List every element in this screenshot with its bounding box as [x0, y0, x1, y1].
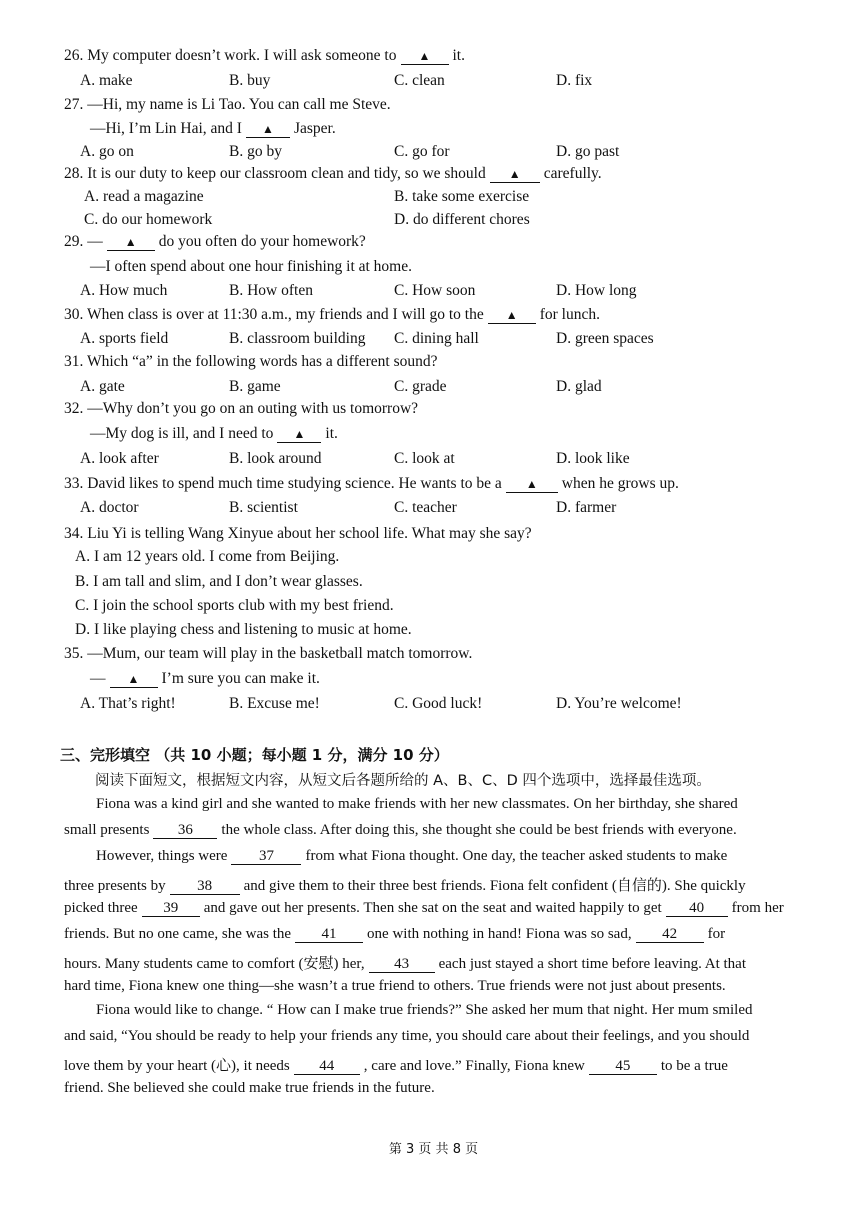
option-C[interactable]: C. clean — [394, 72, 445, 89]
question-29 — [64, 233, 366, 251]
passage-text: for — [707, 926, 726, 942]
question-stem-end: for lunch. — [539, 306, 600, 323]
question-34 — [64, 525, 532, 543]
cloze-blank-37: 37 — [231, 848, 301, 865]
option-A[interactable]: A. sports field — [80, 330, 169, 347]
question-number: 33. — [64, 475, 84, 492]
blank-marker-icon: ▲ — [505, 308, 518, 322]
passage-line — [64, 874, 746, 895]
question-stem: When class is over at 11:30 a.m., my friends and I will go to the — [86, 306, 484, 323]
option-C[interactable]: C. look at — [394, 450, 455, 467]
option-C[interactable]: C. dining hall — [394, 330, 479, 347]
option-C[interactable]: C. I join the school sports club with my best friend. — [75, 597, 394, 614]
option-A[interactable]: A. read a magazine — [84, 188, 204, 205]
question-stem: Which “a” in the following words has a different sound? — [86, 353, 438, 370]
passage-text: three presents by — [64, 878, 166, 894]
option-C[interactable]: C. grade — [394, 378, 447, 395]
option-D[interactable]: D. farmer — [556, 499, 617, 516]
option-A[interactable]: A. doctor — [80, 499, 139, 516]
answer-blank — [490, 166, 540, 183]
passage-text: Fiona would like to change. “ How can I make true friends?” She asked her mum that night. Her mum smiled — [96, 1002, 753, 1018]
passage-line — [96, 796, 738, 813]
option-C[interactable]: C. go for — [394, 143, 450, 160]
cloze-blank-42: 42 — [636, 926, 704, 943]
question-stem: —Mum, our team will play in the basketball match tomorrow. — [87, 645, 473, 662]
passage-line — [64, 1080, 435, 1097]
blank-marker-icon: ▲ — [508, 167, 521, 181]
passage-line — [96, 1002, 753, 1019]
passage-line — [64, 1054, 728, 1075]
question-30 — [64, 306, 600, 324]
passage-text: However, things were — [96, 848, 228, 864]
section-scoring: （共 10 小题；每小题 1 分，满分 10 分） — [155, 746, 449, 764]
option-B[interactable]: B. take some exercise — [394, 188, 530, 205]
dialogue-text-end: I’m sure you can make it. — [161, 670, 320, 687]
question-stem-end: it. — [452, 47, 465, 64]
option-B[interactable]: B. look around — [229, 450, 322, 467]
passage-line — [64, 952, 746, 973]
passage-line — [64, 978, 726, 995]
passage-text: to be a true — [660, 1058, 728, 1074]
question-stem: —Hi, my name is Li Tao. You can call me Steve. — [87, 96, 391, 113]
blank-marker-icon: ▲ — [525, 477, 538, 491]
dialogue-text: —I often spend about one hour finishing it at home. — [90, 258, 412, 275]
option-B[interactable]: B. I am tall and slim, and I don’t wear glasses. — [75, 573, 363, 590]
question-stem: It is our duty to keep our classroom clean and tidy, so we should — [87, 165, 486, 182]
question-stem-end: do you often do your homework? — [158, 233, 366, 250]
option-D[interactable]: D. You’re welcome! — [556, 695, 682, 712]
option-A[interactable]: A. make — [80, 72, 133, 89]
passage-text: and said, “You should be ready to help your friends any time, you should care about their feelings, and you should — [64, 1028, 750, 1044]
question-number: 31. — [64, 353, 84, 370]
question-dialogue-line — [90, 425, 338, 443]
passage-line — [64, 900, 784, 917]
option-B[interactable]: B. Excuse me! — [229, 695, 320, 712]
answer-blank — [110, 671, 158, 688]
passage-line — [64, 1028, 749, 1045]
blank-marker-icon: ▲ — [418, 49, 431, 63]
passage-text: the whole class. After doing this, she thought she could be best friends with everyone. — [221, 822, 737, 838]
question-dialogue-line — [90, 670, 320, 688]
passage-text: each just stayed a short time before leaving. At that — [438, 956, 746, 972]
cloze-blank-43: 43 — [369, 956, 435, 973]
question-31 — [64, 353, 438, 371]
question-26 — [64, 47, 465, 65]
option-B[interactable]: B. How often — [229, 282, 313, 299]
option-C[interactable]: C. Good luck! — [394, 695, 483, 712]
option-B[interactable]: B. classroom building — [229, 330, 366, 347]
cloze-blank-44: 44 — [294, 1058, 360, 1075]
question-number: 29. — [64, 233, 84, 250]
passage-text: , care and love.” Finally, Fiona knew — [363, 1058, 585, 1074]
option-A[interactable]: A. I am 12 years old. I come from Beijing. — [75, 548, 340, 565]
dialogue-text: —Hi, I’m Lin Hai, and I — [90, 120, 242, 137]
question-number: 26. — [64, 47, 84, 64]
question-stem-end: carefully. — [543, 165, 602, 182]
question-32 — [64, 400, 418, 418]
question-33 — [64, 475, 679, 493]
passage-line — [96, 848, 727, 865]
passage-text: love them by your heart (心), it needs — [64, 1058, 290, 1074]
blank-marker-icon: ▲ — [127, 672, 140, 686]
question-number: 35. — [64, 645, 84, 662]
question-dialogue-line — [90, 120, 336, 138]
option-B[interactable]: B. buy — [229, 72, 271, 89]
question-number: 34. — [64, 525, 84, 542]
question-number: 27. — [64, 96, 84, 113]
passage-text: from her — [731, 900, 784, 916]
cloze-blank-41: 41 — [295, 926, 363, 943]
question-stem: — — [87, 233, 103, 250]
option-C[interactable]: C. do our homework — [84, 211, 213, 228]
question-35 — [64, 645, 472, 663]
question-stem: My computer doesn’t work. I will ask someone to — [87, 47, 397, 64]
option-D[interactable]: D. glad — [556, 378, 602, 395]
option-C[interactable]: C. teacher — [394, 499, 457, 516]
blank-marker-icon: ▲ — [124, 235, 137, 249]
blank-marker-icon: ▲ — [293, 427, 306, 441]
passage-text: friends. But no one came, she was the — [64, 926, 292, 942]
question-stem-end: when he grows up. — [561, 475, 679, 492]
option-D[interactable]: D. I like playing chess and listening to music at home. — [75, 621, 412, 638]
option-D[interactable]: D. look like — [556, 450, 630, 467]
option-B[interactable]: B. scientist — [229, 499, 298, 516]
passage-line — [64, 822, 737, 839]
question-stem: —Why don’t you go on an outing with us tomorrow? — [87, 400, 419, 417]
question-number: 30. — [64, 306, 84, 323]
passage-text: one with nothing in hand! Fiona was so sad, — [367, 926, 632, 942]
answer-blank — [277, 426, 321, 443]
option-D[interactable]: D. fix — [556, 72, 593, 89]
passage-text: friend. She believed she could make true friends in the future. — [64, 1080, 435, 1096]
option-A[interactable]: A. gate — [80, 378, 125, 395]
cloze-blank-40: 40 — [666, 900, 728, 917]
answer-blank — [506, 476, 558, 493]
passage-text: picked three — [64, 900, 138, 916]
option-B[interactable]: B. go by — [229, 143, 282, 160]
cloze-blank-36: 36 — [153, 822, 217, 839]
cloze-blank-39: 39 — [142, 900, 200, 917]
cloze-blank-38: 38 — [170, 878, 240, 895]
question-number: 32. — [64, 400, 84, 417]
passage-text: and give them to their three best friends. Fiona felt confident (自信的). She quickly — [243, 878, 746, 894]
blank-marker-icon: ▲ — [262, 122, 274, 136]
passage-text: Fiona was a kind girl and she wanted to make friends with her new classmates. On her birthday, she shared — [96, 796, 738, 812]
passage-line — [64, 926, 725, 943]
option-D[interactable]: D. green spaces — [556, 330, 654, 347]
option-C[interactable]: C. How soon — [394, 282, 476, 299]
passage-text: hours. Many students came to comfort (安慰) her, — [64, 956, 365, 972]
option-B[interactable]: B. game — [229, 378, 281, 395]
answer-blank — [246, 121, 290, 138]
passage-text: from what Fiona thought. One day, the teacher asked students to make — [305, 848, 728, 864]
option-D[interactable]: D. How long — [556, 282, 637, 299]
passage-text: and gave out her presents. Then she sat on the seat and waited happily to get — [203, 900, 662, 916]
cloze-blank-45: 45 — [589, 1058, 657, 1075]
dialogue-text: — — [90, 670, 106, 687]
question-27 — [64, 96, 391, 114]
question-dialogue-line — [90, 258, 412, 276]
option-A[interactable]: A. look after — [80, 450, 159, 467]
question-28 — [64, 165, 602, 183]
answer-blank — [401, 48, 449, 65]
answer-blank — [107, 234, 155, 251]
dialogue-text-end: it. — [325, 425, 338, 442]
question-number: 28. — [64, 165, 84, 182]
passage-text: hard time, Fiona knew one thing—she wasn’t a true friend to others. True friends were not just about presents. — [64, 978, 726, 994]
option-A[interactable]: A. How much — [80, 282, 168, 299]
section-instruction: 阅读下面短文，根据短文内容，从短文后各题所给的 A、B、C、D 四个选项中，选择最佳选项。 — [95, 773, 711, 789]
answer-blank — [488, 307, 536, 324]
option-D[interactable]: D. do different chores — [394, 211, 530, 228]
option-D[interactable]: D. go past — [556, 143, 620, 160]
section-title — [60, 744, 449, 765]
option-A[interactable]: A. go on — [80, 143, 134, 160]
dialogue-text-end: Jasper. — [293, 120, 336, 137]
question-stem: Liu Yi is telling Wang Xinyue about her school life. What may she say? — [87, 525, 532, 542]
option-A[interactable]: A. That’s right! — [80, 695, 176, 712]
dialogue-text: —My dog is ill, and I need to — [90, 425, 274, 442]
section-heading: 三、完形填空 — [60, 746, 151, 764]
passage-text: small presents — [64, 822, 150, 838]
question-stem: David likes to spend much time studying science. He wants to be a — [87, 475, 502, 492]
page-number: 第 3 页 共 8 页 — [388, 1142, 479, 1157]
